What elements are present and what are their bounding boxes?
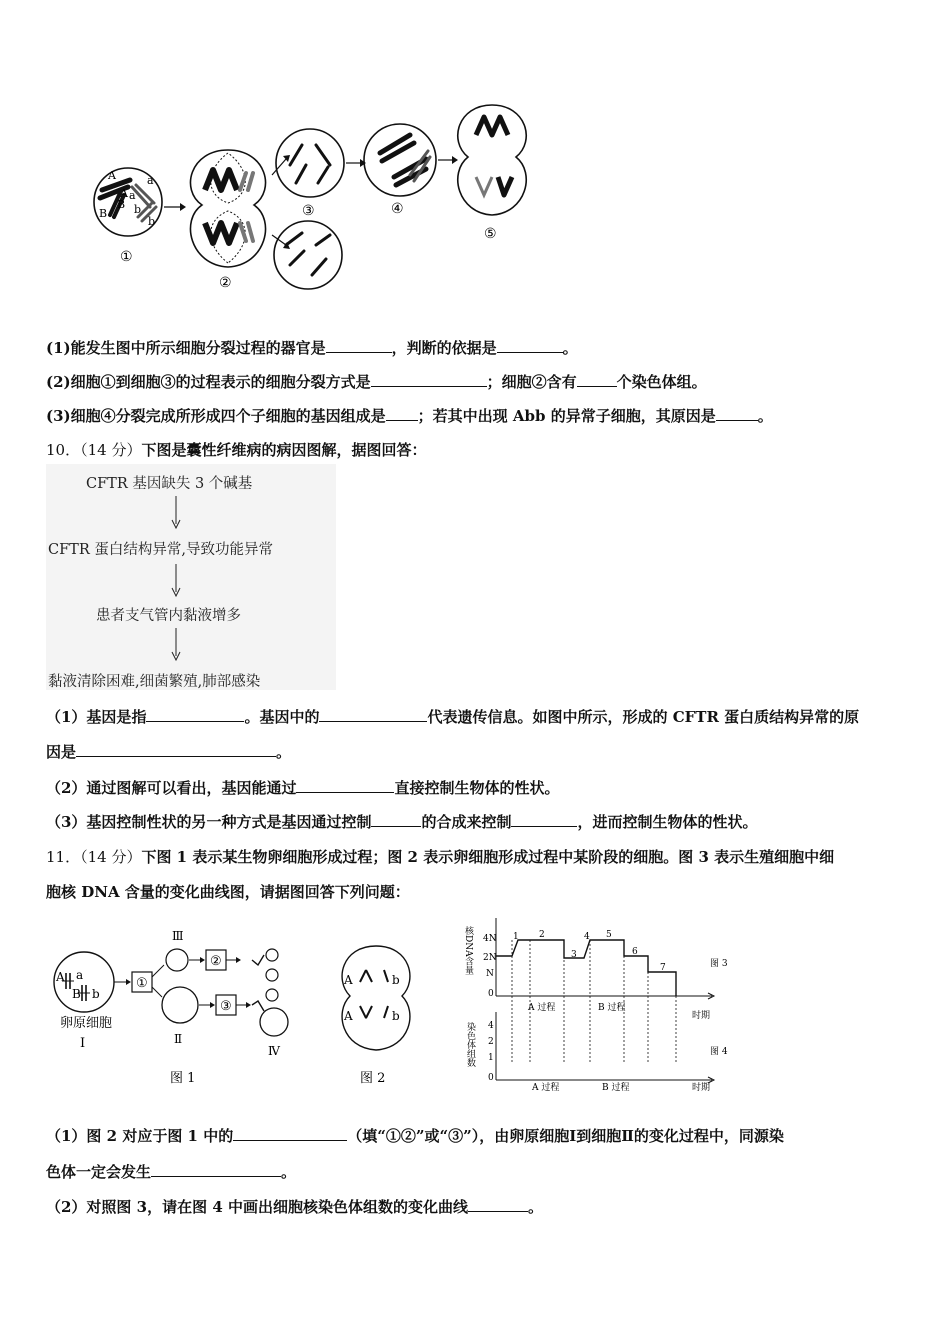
fig4-process-a: A 过程 — [532, 1083, 560, 1093]
gene-letter: B — [72, 987, 81, 1001]
stage-label: 6 — [632, 947, 638, 957]
figure-caption: 图 1 — [170, 1071, 196, 1086]
q11-stem-line1: 11．（14 分）下图 1 表示某生物卵细胞形成过程；图 2 表示卵细胞形成过程中某阶段的细胞。图 3 表示生殖细胞中细 — [46, 848, 835, 866]
answer-blank[interactable] — [468, 1197, 528, 1212]
gene-letter: A — [108, 169, 116, 182]
stage-label: 7 — [660, 963, 666, 973]
oogonium-label: 卵原细胞 — [60, 1016, 113, 1031]
gene-letter: B — [99, 207, 108, 220]
q10-p3: （3）基因控制性状的另一种方式是基因通过控制 的合成来控制 ，进而控制生物体的性状。 — [46, 813, 758, 831]
cell-label: ③ — [302, 203, 315, 219]
answer-blank[interactable] — [511, 812, 577, 827]
step-label: ① — [136, 976, 148, 991]
figure-1-oogenesis — [52, 925, 322, 1095]
fig3-ylabel: 核DNA含量 — [463, 926, 473, 975]
gene-letter: a — [147, 174, 154, 187]
q10-p1-line2: 因是 。 — [46, 743, 292, 761]
fig3-ytick: N — [486, 969, 494, 979]
flow-arrows — [168, 494, 184, 674]
answer-blank[interactable] — [296, 778, 394, 793]
q10-p1-line1: （1）基因是指 。基因中的 代表遗传信息。如图中所示，形成的 CFTR 蛋白质结构异常的原 — [46, 708, 860, 726]
answer-blank[interactable] — [151, 1162, 281, 1177]
gene-letter: A — [344, 1009, 353, 1023]
q11-p1-line1: （1）图 2 对应于图 1 中的 （填“①②”或“③”），由卵原细胞Ⅰ到细胞Ⅱ的变化过程中，同源染 — [46, 1127, 784, 1145]
cell-label: ⑤ — [484, 226, 497, 242]
answer-blank[interactable] — [371, 812, 421, 827]
gene-letter: b — [92, 987, 100, 1001]
stage-label: 1 — [513, 932, 519, 942]
step-label: ② — [210, 954, 222, 969]
roman-label: Ⅱ — [174, 1032, 183, 1046]
fig4-ytick: 1 — [488, 1053, 494, 1063]
answer-blank[interactable] — [326, 338, 392, 353]
fig3-process-b: B 过程 — [598, 1003, 626, 1013]
flow-step: CFTR 基因缺失 3 个碱基 — [86, 476, 253, 492]
figure-caption: 图 3 — [710, 959, 728, 969]
gene-letter: b — [148, 215, 156, 228]
gene-letter: A — [120, 187, 128, 200]
fig3-ytick: 2N — [483, 953, 497, 963]
fig4-process-b: B 过程 — [602, 1083, 630, 1093]
gene-letter: B — [117, 198, 126, 211]
cell-division-figure — [80, 95, 560, 300]
cftr-flowchart — [46, 464, 336, 690]
cell-3 — [276, 129, 344, 219]
gene-letter: b — [134, 203, 142, 216]
stage-label: 3 — [571, 950, 577, 960]
gene-letter: b — [392, 1009, 400, 1023]
gene-letter: A — [344, 973, 353, 987]
roman-label: Ⅳ — [268, 1044, 280, 1058]
roman-label: Ⅲ — [172, 929, 184, 943]
q9-line2: (2)细胞①到细胞③的过程表示的细胞分裂方式是 ；细胞②含有 个染色体组。 — [46, 373, 707, 391]
gene-letter: A — [56, 970, 65, 984]
fig4-xlabel: 时期 — [692, 1083, 711, 1093]
fig4-ytick: 0 — [488, 1073, 494, 1083]
answer-blank[interactable] — [371, 372, 487, 387]
fig3-process-a: A 过程 — [528, 1003, 556, 1013]
answer-blank[interactable] — [716, 406, 758, 421]
roman-label: Ⅰ — [80, 1036, 86, 1051]
q11-p2: （2）对照图 3，请在图 4 中画出细胞核染色体组数的变化曲线 。 — [46, 1198, 543, 1216]
q10-p2: （2）通过图解可以看出，基因能通过 直接控制生物体的性状。 — [46, 779, 560, 797]
stage-label: 2 — [539, 930, 545, 940]
q11-p1-line2: 色体一定会发生 。 — [46, 1163, 297, 1181]
q9-line3: (3)细胞④分裂完成所形成四个子细胞的基因组成是 ；若其中出现 Abb 的异常子细胞，其原因是 。 — [46, 407, 773, 425]
cell-label: ① — [120, 249, 133, 265]
flow-step: 患者支气管内黏液增多 — [96, 608, 241, 624]
gene-letter: b — [392, 973, 400, 987]
figure-3-4-charts — [463, 912, 756, 1094]
fig3-ytick: 0 — [488, 989, 494, 999]
step-label: ③ — [220, 999, 232, 1014]
fig4-ylabel: 染色体组数 — [465, 1022, 475, 1067]
gene-letter: a — [129, 189, 136, 202]
answer-blank[interactable] — [577, 372, 617, 387]
fig3-ytick: 4N — [483, 934, 497, 944]
flow-step: 黏液清除困难,细菌繁殖,肺部感染 — [48, 674, 261, 690]
cell-1 — [94, 168, 162, 265]
q9-line1: (1)能发生图中所示细胞分裂过程的器官是 ，判断的依据是 。 — [46, 339, 578, 357]
fig4-ytick: 2 — [488, 1037, 494, 1047]
answer-blank[interactable] — [386, 406, 418, 421]
cell-2 — [190, 150, 265, 291]
answer-blank[interactable] — [76, 742, 276, 757]
flow-step: CFTR 蛋白结构异常,导致功能异常 — [48, 542, 273, 558]
answer-blank[interactable] — [497, 338, 563, 353]
gene-letter: a — [76, 968, 84, 982]
answer-blank[interactable] — [233, 1126, 347, 1141]
figure-2-cell — [328, 940, 428, 1090]
cell-label: ④ — [391, 201, 404, 217]
figure-caption: 图 4 — [710, 1047, 728, 1057]
cell-5 — [458, 105, 526, 242]
answer-blank[interactable] — [319, 707, 427, 722]
q11-stem-line2: 胞核 DNA 含量的变化曲线图，请据图回答下列问题： — [46, 883, 410, 901]
stage-label: 4 — [584, 932, 590, 942]
q10-stem: 10．（14 分）下图是囊性纤维病的病因图解，据图回答： — [46, 441, 427, 459]
cell-3b — [274, 221, 342, 289]
fig3-xlabel: 时期 — [692, 1011, 711, 1021]
cell-4 — [364, 124, 436, 217]
answer-blank[interactable] — [146, 707, 244, 722]
stage-label: 5 — [606, 930, 612, 940]
fig4-ytick: 4 — [488, 1021, 494, 1031]
cell-label: ② — [219, 275, 232, 291]
figure-caption: 图 2 — [360, 1071, 386, 1086]
